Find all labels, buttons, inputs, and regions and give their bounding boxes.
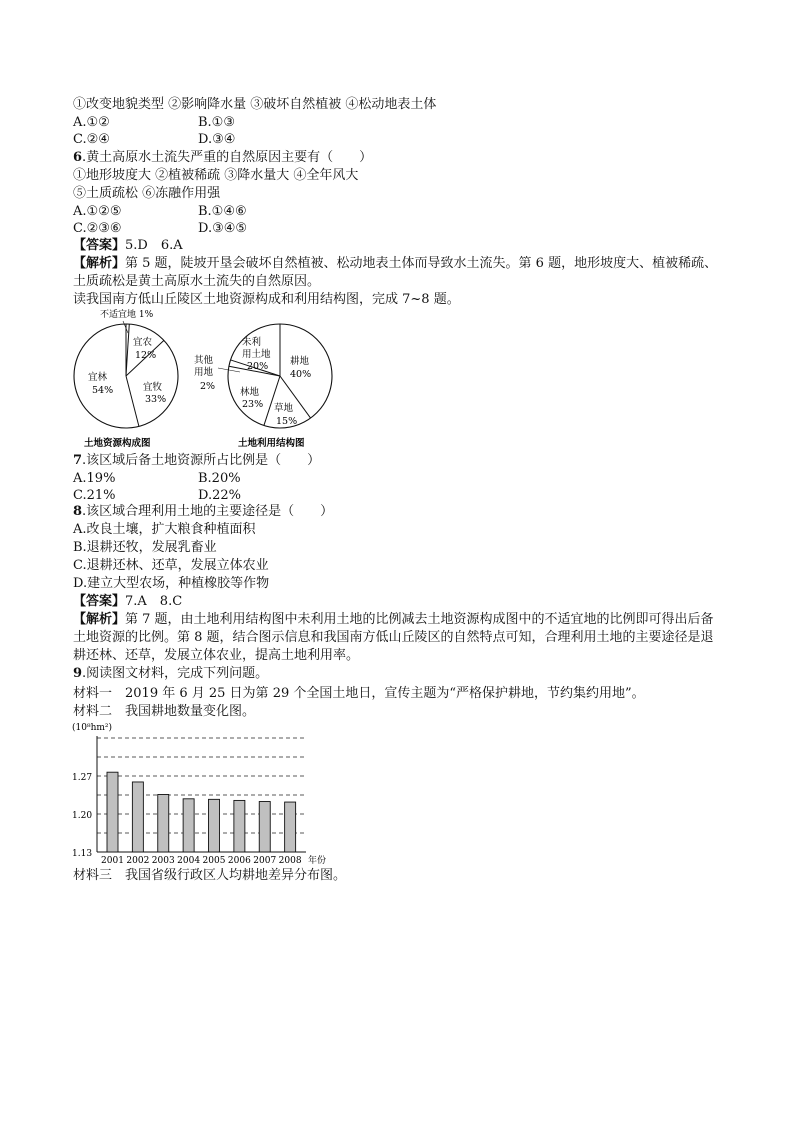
- answer-label: 【答案】: [73, 238, 126, 253]
- bar-2008: [285, 802, 296, 852]
- q9-stem: [73, 665, 268, 683]
- bar-2006: [234, 800, 245, 852]
- q6-choices-line2: ⑤土质疏松 ⑥冻融作用强: [73, 186, 221, 201]
- bar-2005: [209, 799, 220, 852]
- q5-options-row1: [73, 114, 235, 132]
- q6-options-row2: [73, 220, 247, 238]
- pie2-label-grass: 草地: [274, 403, 294, 414]
- q8-option-d: D.建立大型农场，种植橡胶等作物: [73, 576, 270, 591]
- pie-charts: [70, 306, 350, 458]
- q7-option-b: B.20%: [198, 471, 241, 486]
- bar-2003: [158, 794, 169, 852]
- y-tick-label-2: 1.13: [72, 849, 93, 859]
- pie2-value-grass: 15%: [276, 416, 298, 427]
- q7-number: 7: [73, 453, 83, 468]
- pie1-value-pasture: 33%: [145, 394, 167, 405]
- material-3: 材料三 我国省级行政区人均耕地差异分布图。: [73, 868, 347, 883]
- q6-options-row1: [73, 203, 247, 221]
- q6-number: 6: [73, 150, 83, 165]
- q6-stem-text: .黄土高原水土流失严重的自然原因主要有（ ）: [82, 150, 373, 165]
- q8-option-b: B.退耕还牧，发展乳畜业: [73, 540, 217, 555]
- q5-option-b: B.①③: [198, 115, 235, 130]
- q6-option-a: A.①②⑤: [73, 204, 122, 219]
- pie1-value-forest: 54%: [92, 385, 114, 396]
- farmland-bar-chart: [70, 718, 360, 868]
- x-tick-label-2004: 2004: [177, 856, 201, 866]
- bar-chart-ylabel: (10⁸hm²): [72, 723, 113, 733]
- answer-text: 5.D 6.A: [125, 238, 183, 253]
- q8-stem-text: .该区域合理利用土地的主要途径是（ ）: [82, 504, 334, 519]
- pie1-value-farm: 12%: [135, 350, 157, 361]
- q5-option-d: D.③④: [198, 132, 236, 147]
- y-tick-label-1: 1.20: [72, 811, 93, 821]
- pie2-label-other-2: 用地: [194, 367, 214, 378]
- explanation-text: 第 5 题，陡坡开垦会破坏自然植被、松动地表土体而导致水土流失。第 6 题，地形坡度大、植被稀疏、土质疏松是黄土高原水土流失的自然原因。: [73, 256, 718, 289]
- pie2-caption: 土地利用结构图: [238, 438, 305, 449]
- x-tick-label-2002: 2002: [126, 856, 150, 866]
- pie2-value-cultivated: 40%: [290, 369, 312, 380]
- x-tick-label-2006: 2006: [227, 856, 251, 866]
- q6-option-d: D.③④⑤: [198, 221, 248, 236]
- x-tick-label-2003: 2003: [151, 856, 175, 866]
- q6-option-b: B.①④⑥: [198, 204, 247, 219]
- pie2-label-other-1: 其他: [194, 355, 214, 366]
- pie1-label-pasture: 宜牧: [143, 382, 163, 393]
- pie2-label-cultivated: 耕地: [290, 356, 310, 367]
- material-2: 材料二 我国耕地数量变化图。: [73, 704, 256, 719]
- bar-chart-xlabel: 年份: [308, 856, 327, 866]
- explanation-label: 【解析】: [73, 612, 126, 627]
- material-1: 材料一 2019 年 6 月 25 日为第 29 个全国土地日，宣传主题为“严格保护耕地，节约集约用地”。: [73, 686, 645, 701]
- pie2-value-woodland: 23%: [242, 399, 264, 410]
- q6-option-c: C.②③⑥: [73, 221, 122, 236]
- q8-stem: [73, 503, 333, 521]
- q9-stem-text: .阅读图文材料，完成下列问题。: [82, 666, 269, 681]
- answer-7-8: [73, 593, 182, 611]
- q7-option-a: A.19%: [73, 471, 116, 486]
- intro-7-8: 读我国南方低山丘陵区土地资源构成和利用结构图，完成 7~8 题。: [73, 292, 460, 307]
- answer-label: 【答案】: [73, 594, 126, 609]
- q7-option-d: D.22%: [198, 488, 241, 503]
- pie1-label-forest: 宜林: [88, 372, 108, 383]
- bar-2002: [132, 782, 143, 852]
- q6-stem: [73, 149, 372, 167]
- answer-text: 7.A 8.C: [125, 594, 183, 609]
- explanation-label: 【解析】: [73, 256, 126, 271]
- y-tick-label-0: 1.27: [72, 773, 93, 783]
- x-tick-label-2001: 2001: [101, 856, 124, 866]
- q5-option-a: A.①②: [73, 115, 110, 130]
- q7-option-c: C.21%: [73, 488, 116, 503]
- answer-5-6: [73, 237, 183, 255]
- pie2-label-unused-2: 用土地: [242, 349, 271, 360]
- q8-number: 8: [73, 504, 83, 519]
- x-tick-label-2005: 2005: [202, 856, 226, 866]
- pie2-value-other: 2%: [200, 381, 216, 392]
- q7-stem: [73, 452, 320, 470]
- explanation-text: 第 7 题，由土地利用结构图中未利用土地的比例减去土地资源构成图中的不适宜地的比例即可得出后备土地资源的比例。第 8 题，结合图示信息和我国南方低山丘陵区的自然特点可知，合理利用土地的主要途径是退耕还林、还草，发展立体农业，提高土地利用率。: [73, 612, 714, 663]
- q5-options-row2: [73, 131, 235, 149]
- explanation-7-8: [73, 611, 723, 665]
- q9-number: 9: [73, 666, 83, 681]
- pie1-caption: 土地资源构成图: [84, 438, 151, 449]
- q8-option-c: C.退耕还林、还草，发展立体农业: [73, 558, 269, 573]
- bar-2001: [107, 772, 118, 852]
- pie2-label-woodland: 林地: [240, 387, 260, 398]
- q8-option-a: A.改良土壤，扩大粮食种植面积: [73, 522, 256, 537]
- x-tick-label-2007: 2007: [253, 856, 277, 866]
- q6-choices-line1: ①地形坡度大 ②植被稀疏 ③降水量大 ④全年风大: [73, 168, 359, 183]
- explanation-5-6: [73, 255, 723, 291]
- bar-2004: [183, 799, 194, 852]
- q5-choices: ①改变地貌类型 ②影响降水量 ③破坏自然植被 ④松动地表土体: [73, 97, 437, 112]
- pie2-value-unused: 20%: [247, 361, 269, 372]
- q5-option-c: C.②④: [73, 132, 110, 147]
- x-tick-label-2008: 2008: [278, 856, 302, 866]
- bar-2007: [259, 802, 270, 852]
- q7-stem-text: .该区域后备土地资源所占比例是（ ）: [82, 453, 321, 468]
- pie2-label-unused-1: 未利: [242, 337, 262, 348]
- q7-options-row1: [73, 470, 241, 488]
- pie1-label-unsuitable: 不适宜地 1%: [100, 310, 154, 320]
- pie1-label-farm: 宜农: [133, 337, 153, 348]
